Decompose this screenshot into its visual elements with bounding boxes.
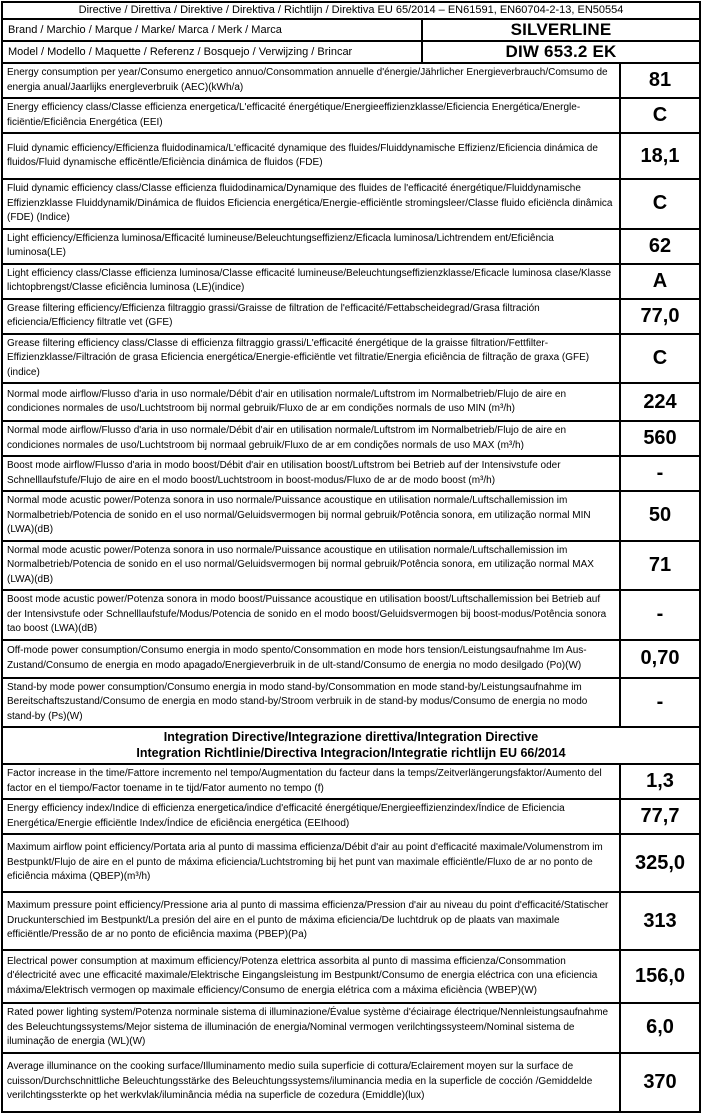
row-value: 81	[619, 64, 699, 97]
row-label: Stand-by mode power consumption/Consumo energia in modo stand-by/Consommation en mode stand-by/Leistungsaufnahme im Bereitschaftszustand/Consumo de energia en modo stand-by/Stroom verbruik in de stand-by modus/Consumo de energia no modo stand-by (Ps)(W)	[7, 681, 588, 722]
row-grease-filtering-efficiency-class	[3, 333, 699, 383]
row-energy-efficiency-class	[3, 97, 699, 132]
row-electrical-power-consumption-max-efficiency	[3, 949, 699, 1002]
row-label: Fluid dynamic efficiency class/Classe efficienza fluidodinamica/Dynamique des fluides de l'efficacité énergétique/Fluiddynamische Effizienzklasse Fluiddynamik/Dinámica de fluidos Eficiencia energética/Energie-efficiëntle stromingsleer/Classe fluido eficiëncla dinâmica (FDE) (Indice)	[7, 183, 613, 223]
row-boost-mode-airflow	[3, 455, 699, 490]
row-light-efficiency-class	[3, 263, 699, 298]
row-value: 77,0	[619, 300, 699, 333]
row-fluid-dynamic-efficiency	[3, 132, 699, 178]
directive-header-row	[3, 3, 699, 18]
row-factor-increase-in-time	[3, 763, 699, 798]
row-value: A	[619, 265, 699, 298]
row-value: 325,0	[619, 835, 699, 891]
row-boost-mode-acustic-power	[3, 589, 699, 639]
row-label: Grease filtering efficiency/Efficienza filtraggio grassi/Graisse de filtration de l'efficacité/Fettabscheidegrad/Grasa filtración eficiencia/Efficiency filtratle vet (GFE)	[7, 302, 540, 328]
row-value: C	[619, 180, 699, 228]
row-value: 1,3	[619, 765, 699, 798]
model-label: Model / Modello / Maquette / Referenz / Bosquejo / Verwijzing / Brincar	[8, 45, 353, 58]
row-value: 71	[619, 542, 699, 590]
row-label: Normal mode acustic power/Potenza sonora in uso normale/Puissance acoustique en utilisation normale/Luftschallemission im Normalbetrieb/Potencia de sonido en el uso normal/Geluidsvermogen bij normal gebruik/Potência sonora, em utilização normal MIN (LWA)(dB)	[7, 495, 591, 535]
row-normal-mode-acustic-power-min	[3, 490, 699, 540]
row-energy-consumption-per-year	[3, 62, 699, 97]
row-value: 0,70	[619, 641, 699, 677]
row-value: -	[619, 591, 699, 639]
brand-row	[3, 18, 699, 40]
row-label: Energy consumption per year/Consumo energetico annuo/Consommation annuelle d'énergie/Jährlicher Energieverbrauch/Comsumo de energia anual/Jaarlijks energleverbruik (AEC)(kWh/a)	[7, 67, 608, 93]
row-normal-mode-acustic-power-max	[3, 540, 699, 590]
row-value: 560	[619, 422, 699, 455]
row-label: Average illuminance on the cooking surface/Illuminamento medio suila superficie di cottura/Eclairement moyen sur la surface de cuisson/Durchschnittliche Beleuchtungsstärke des Beleuchtungssystems/iluminancia media en la superficle de cocción /Gemiddelde verilchtingssterkte op het werkvlak/iluminância média na superficle de cozedura (Emiddle)(lux)	[7, 1061, 593, 1102]
row-label: Electrical power consumption at maximum efficiency/Potenza elettrica assorbita al punto di massima efficienza/Consommation d'électricité avec une efficacité maximale/Elektrische Eingangsleistung im Bestpunkt/Consumo de energia eléctrica con una eficiencia máxima/Elektrisch vermogen op maximale efficiency/Consumo de energia elétrica com a máxima eficiència (WBEP)(W)	[7, 955, 598, 996]
row-normal-mode-airflow-max	[3, 420, 699, 455]
row-label: Fluid dynamic efficiency/Efficienza fluidodinamica/L'efficacité dynamique des fluides/Fluiddynamische Effizienz/Eficiencia dinámica de fluidos/Fluid dynamische efficëntle/Eficiència dinámica de fluidos (FDE)	[7, 142, 598, 168]
directive-header: Directive / Direttiva / Direktive / Direktiva / Richtlijn / Direktiva EU 65/2014 – EN61591, EN60704-2-13, EN50554	[78, 4, 624, 16]
row-value: 62	[619, 230, 699, 263]
row-value: 313	[619, 893, 699, 949]
row-label: Factor increase in the time/Fattore incremento nel tempo/Augmentation du facteur dans la temps/Zeitverlängerungsfaktor/Aumento del factor en el tiempo/Factor toename in te tijd/Fator aumento no tempo (f)	[7, 768, 602, 794]
row-label: Light efficiency class/Classe efficienza luminosa/Classe efficacité lumineuse/Beleuchtungseffizienzklasse/Eficacle luminosa clase/Klasse lichtopbrengst/Classe eficiência luminosa (LE)(indice)	[7, 267, 612, 293]
energy-spec-sheet	[1, 1, 701, 1113]
row-value: C	[619, 335, 699, 383]
row-value: 6,0	[619, 1004, 699, 1052]
row-label: Rated power lighting system/Potenza norminale sistema di illuminazione/Évalue système d'éciairage électrique/Nennleistungsaufnahme des Beleuchtungssystems/Mejor sistema de illuminación de energia/Nominal vermogen verilchtingssysteem/Nominal sistema de iluminação de energia (WL)(W)	[7, 1007, 609, 1047]
row-value: -	[619, 457, 699, 490]
row-normal-mode-airflow-min	[3, 382, 699, 420]
row-label: Energy efficiency class/Classe efficienza energetica/L'efficacité énergétique/Energieeffizienzklasse/Eficiencia Energética/Energle-ficiëntie/Eficiência Energética (EEI)	[7, 102, 581, 128]
row-off-mode-power-consumption	[3, 639, 699, 677]
row-standby-mode-power-consumption	[3, 677, 699, 727]
row-value: 50	[619, 492, 699, 540]
row-light-efficiency	[3, 228, 699, 263]
brand-label: Brand / Marchio / Marque / Marke/ Marca / Merk / Marca	[8, 23, 282, 36]
row-label: Normal mode airflow/Flusso d'aria in uso normale/Débit d'air en utilisation normale/Luftstrom im Normalbetrieb/Flujo de aire en condiciones normales de uso/Luchtstroom bij normaal gebruik/Fluxo de ar em condições normals de uso MAX (m³/h)	[7, 425, 567, 451]
row-label: Maximum airflow point efficiency/Portata aria al punto di massima efficienza/Débit d'air au point d'efficacité maximale/Volumenstrom im Bestpunkt/Flujo de aire en el punto de máxima eficiencia/Luchtstroming bij het punt van maximale efficiëntle/Fluxo de ar no ponto de eficiência máxima (QBEP)(m³/h)	[7, 842, 603, 883]
row-label: Boost mode airflow/Flusso d'aria in modo boost/Débit d'air en utilisation boost/Luftstrom bei Betrieb auf der Intensivstufe oder Schnelllaufstufe/Flujo de aire en el modo boost/Luchtstroom in boost-modus/Fluxo de ar de modo boost (m³/h)	[7, 460, 561, 486]
row-value: 156,0	[619, 951, 699, 1002]
row-value: 224	[619, 384, 699, 420]
row-rated-power-lighting-system	[3, 1002, 699, 1052]
integration-directive-header-row	[3, 726, 699, 763]
row-grease-filtering-efficiency	[3, 298, 699, 333]
row-label: Light efficiency/Efficienza luminosa/Efficacité lumineuse/Beleuchtungseffizienz/Eficacla luminosa/Lichtrendem ent/Eficiência luminosa(LE)	[7, 232, 554, 258]
row-label: Normal mode airflow/Flusso d'aria in uso normale/Débit d'air en utilisation normale/Luftstrom im Normalbetrieb/Flujo de aire en condiciones normales de uso/Luchtstroom bij normal gebruik/Fluxo de ar em condições normals de uso MIN (m³/h)	[7, 388, 567, 414]
row-value: 77,7	[619, 800, 699, 833]
row-fluid-dynamic-efficiency-class	[3, 178, 699, 228]
row-value: C	[619, 99, 699, 132]
model-value: DIW 653.2 EK	[421, 42, 699, 62]
row-maximum-airflow-point-efficiency	[3, 833, 699, 891]
integration-directive-header	[3, 728, 699, 763]
row-value: 18,1	[619, 134, 699, 178]
integration-header-line2: Integration Richtlinie/Directiva Integracion/Integratie richtlijn EU 66/2014	[136, 745, 566, 760]
brand-value: SILVERLINE	[421, 20, 699, 40]
row-value: -	[619, 679, 699, 727]
row-label: Grease filtering efficiency class/Classe di efficienza filtraggio grassi/L'efficacité énergétique de la graisse filtration/Fettfilter-Effizienzklasse/Filtración de grasa Eficiencia energética/Energie-efficiëntle vet filtratie/Energia eficiência de filtração de graxa (GFE)(indice)	[7, 337, 590, 378]
row-label: Boost mode acustic power/Potenza sonora in modo boost/Puissance acoustique en utilisation boost/Luftschallemission bei Betrieb auf der Intensivstufe oder Schnelllaufstufe/Modus/Potencia de sonido en el modo boost/Geluidsvermogen bij boost-modus/Potência sonora tao boost (LWA)(dB)	[7, 594, 607, 634]
row-value: 370	[619, 1054, 699, 1111]
row-label: Maximum pressure point efficiency/Pressione aria al punto di massima efficienza/Pression d'air au niveau du point d'efficacité/Statischer Druckunterschied im Bestpunkt/La presión del aire en el punto de máxima eficiencia/De luchtdruk op de plaats van maximale efficiëntle/Pressão de ar no ponto de eficiência maxima (PBEP)(Pa)	[7, 900, 609, 941]
row-label: Normal mode acustic power/Potenza sonora in uso normale/Puissance acoustique en utilisation normale/Luftschallemission im Normalbetrieb/Potencia de sonido en el uso normal/Geluidsvermogen bij normal gebruik/Potência sonora, em utilização normal MAX (LWA)(dB)	[7, 544, 594, 585]
integration-header-line1: Integration Directive/Integrazione direttiva/Integration Directive	[163, 730, 539, 744]
row-label: Off-mode power consumption/Consumo energia in modo spento/Consommation en mode hors tension/Leistungsaufnahme Im Aus-Zustand/Consumo de energia en modo apagado/Energieverbruik in de ult-stand/Consumo de energia no modo desilgado (Po)(W)	[7, 645, 587, 671]
row-label: Energy efficiency index/Indice di efficienza energetica/indice d'efficacité énergétique/Energieeffizienzindex/Índice de Eficiencia Energética/Energie efficiëntle Index/Índice de eficiência energética (EEIhood)	[7, 803, 565, 829]
model-row	[3, 40, 699, 62]
row-average-illuminance-cooking-surface	[3, 1052, 699, 1111]
row-maximum-pressure-point-efficiency	[3, 891, 699, 949]
row-energy-efficiency-index	[3, 798, 699, 833]
